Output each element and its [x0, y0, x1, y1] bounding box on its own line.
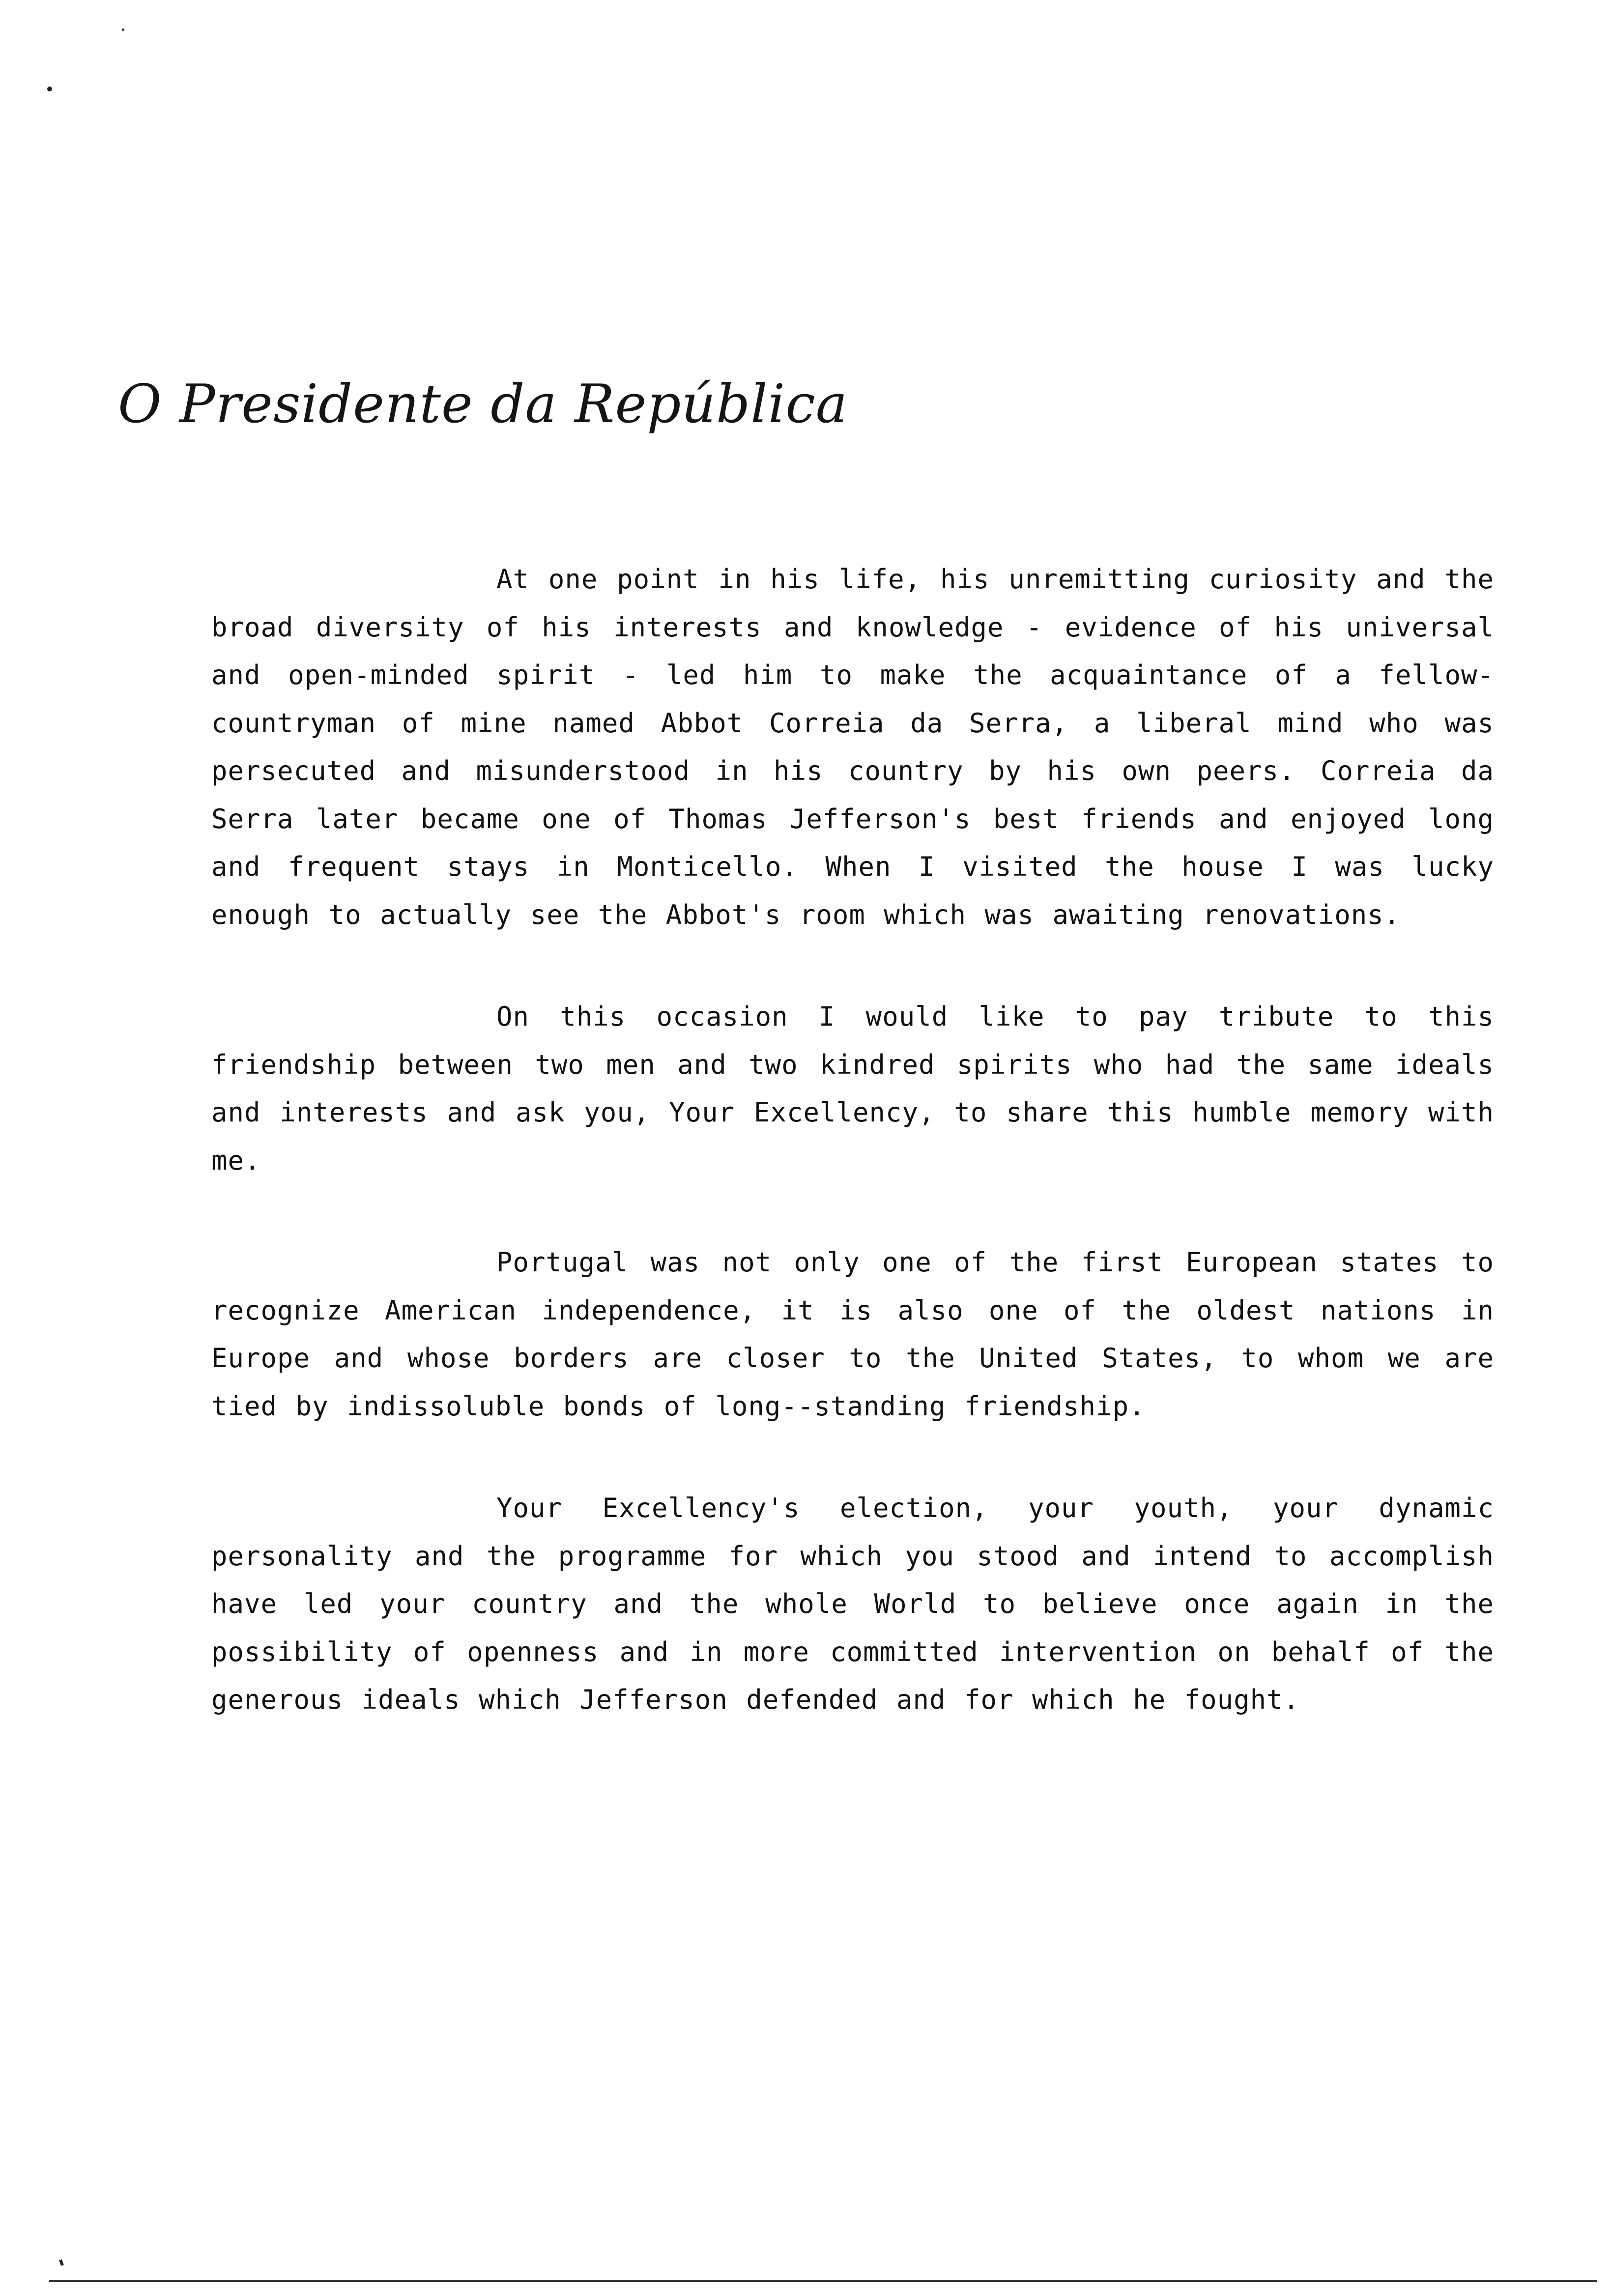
- paragraph-portugal: Portugal was not only one of the first European states to recognize American independence, it is also one of the oldest nations in Europe and whose borders are closer to the United States, to whom we are tied by indissoluble bonds of long--standing friendship.: [211, 1247, 1494, 1422]
- letterhead: O Presidente da República: [118, 373, 848, 435]
- letter-body: [211, 555, 1494, 1778]
- paragraph-tribute: On this occasion I would like to pay tribute to this friendship between two men and two kindred spirits who had the same ideals and interests and ask you, Your Excellency, to share this humble memory with me.: [211, 1001, 1494, 1176]
- scan-speck: [47, 86, 52, 91]
- page-bottom-edge: [49, 2280, 1597, 2282]
- paragraph-election: Your Excellency's election, your youth, your dynamic personality and the programme for which you stood and intend to accomplish have led your country and the whole World to believe once again in the possibility of openness and in more committed intervention on behalf of the generous ideals which Jefferson defended and for which he fought.: [211, 1492, 1494, 1715]
- scan-mark: [59, 2259, 64, 2266]
- scan-speck: [122, 29, 124, 31]
- paragraph-correia-da-serra: At one point in his life, his unremitting curiosity and the broad diversity of his interests and knowledge - evidence of his universal and open-minded spirit - led him to make the acquaintance of a fellow-countryman of mine named Abbot Correia da Serra, a liberal mind who was persecuted and misunderstood in his country by his own peers. Correia da Serra later became one of Thomas Jefferson's best friends and enjoyed long and frequent stays in Monticello. When I visited the house I was lucky enough to actually see the Abbot's room which was awaiting renovations.: [211, 564, 1494, 930]
